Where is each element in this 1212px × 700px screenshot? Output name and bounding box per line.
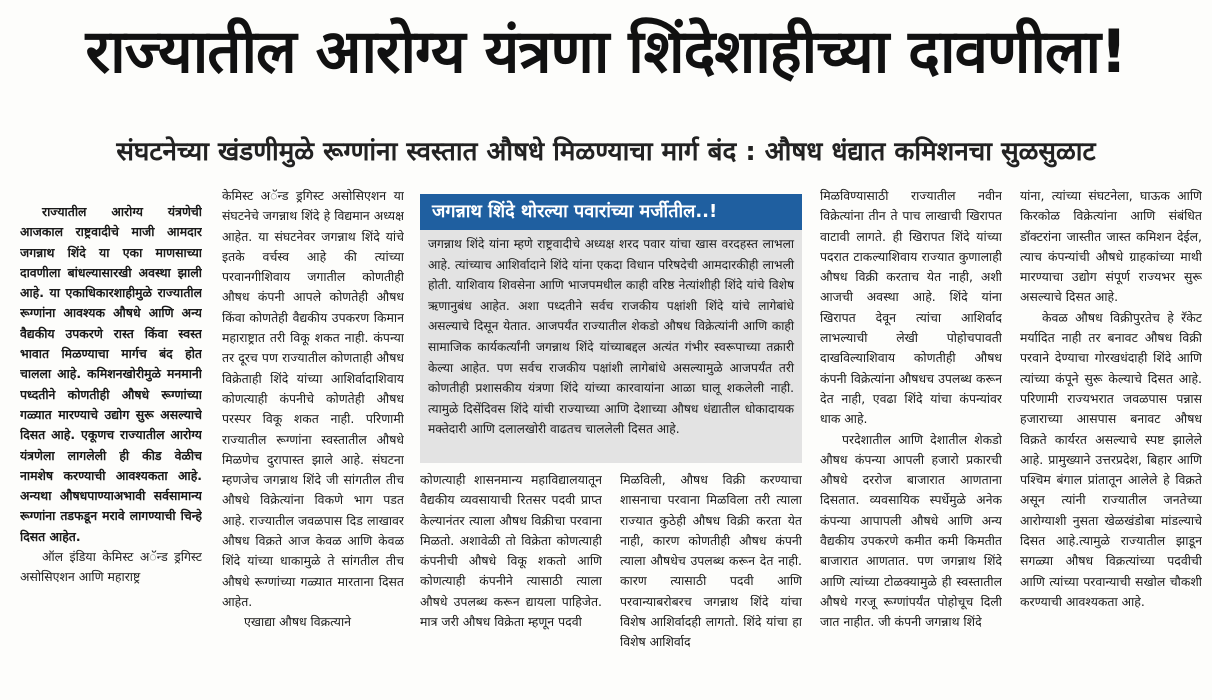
article-column-4: [620, 470, 802, 700]
article-paragraph: केवळ औषध विक्रीपुरतेच हे रॅकेट मर्यादित नाही तर बनावट औषध विक्री परवाने देण्याचा गोरखधंदाही शिंदे आणि त्यांच्या कंपूने सुरू केल्याचे दिसत आहे. परिणामी राज्यभरात जवळपास पन्नास हजाराच्या आसपास बनावट औषध विक्रते कार्यरत असल्याचे स्पष्ट झालेले आहे. प्रामुख्याने उत्तरप्रदेश, बिहार आणि पश्चिम बंगाल प्रांतातून आलेले हे विक्रते असून त्यांनी राज्यातील जनतेच्या आरोग्याशी नुसता खेळखंडोबा मांडल्याचे दिसत आहे.त्यामुळे राज्यातील झाडून सगळ्या औषध विक्रत्यांच्या पदवीची आणि त्यांच्या परवान्याची सखोल चौकशी करण्याची आवश्यकता आहे.: [1020, 309, 1202, 609]
article-paragraph: परदेशातील आणि देशातील शेकडो औषध कंपन्या आपली हजारो प्रकारची औषधे दररोज बाजारात आणताना दिसतात. व्यवसायिक स्पर्धेमुळे अनेक कंपन्या आपापली औषधे आणि अन्य वैद्यकीय उपकरणे कमीत कमी किमतीत बाजारात आणतात. पण जगन्नाथ शिंदे आणि त्यांच्या टोळक्यामुळे ही स्वस्तातील औषधे गरजू रूग्णांपर्यंत पोहोचूच दिली जात नाहीत. जी कंपनी जगन्नाथ शिंदे: [820, 431, 1002, 630]
article-paragraph: एखाद्या औषध विक्रत्याने: [244, 614, 352, 630]
article-paragraph: ऑल इंडिया केमिस्ट अॅन्ड ड्रगिस्ट असोसिएशन आणि महाराष्ट्र: [20, 549, 202, 585]
box-heading: जगन्नाथ शिंदे थोरल्या पवारांच्या मर्जीतील..!: [420, 194, 802, 230]
article-column-1: [20, 202, 202, 700]
page-title: राज्यातील आरोग्य यंत्रणा शिंदेशाहीच्या दावणीला!: [85, 17, 1127, 87]
article-paragraph: मिळविण्यासाठी राज्यातील नवीन विक्रेत्यांना तीन ते पाच लाखाची खिरापत वाटावी लागते. ही खिरापत शिंदे यांच्या पदरात टाकल्याशिवाय राज्यात कुणालाही औषध विक्री करताच येत नाही, अशी आजची अवस्था आहे. शिंदे यांना खिरापत देवून त्यांचा आशिर्वाद लाभल्याची लेखी पोहोचपावती दाखविल्याशिवाय कोणतीही औषध कंपनी विक्रेत्यांना औषधच उपलब्ध करून देत नाही, एवढा शिंदे यांचा कंपन्यांवर धाक आहे.: [820, 188, 1002, 427]
article-paragraph: कोणत्याही शासनमान्य महाविद्यालयातून वैद्यकीय व्यवसायाची रितसर पदवी प्राप्त केल्यानंतर त्याला औषध विक्रीचा परवाना मिळतो. अशावेळी तो विक्रेता कोणत्याही कंपनीची औषधे विकू शकतो आणि कोणत्याही कंपनीने त्यासाठी त्याला औषधे उपलब्ध करून द्यायला पाहिजेत. मात्र जरी औषध विक्रेता म्हणून पदवी: [420, 472, 602, 630]
article-column-3: [420, 470, 602, 700]
article-paragraph: केमिस्ट अॅन्ड ड्रगिस्ट असोसिएशन या संघटनेचे जगन्नाथ शिंदे हे विद्यमान अध्यक्ष आहेत. या संघटनेवर जगन्नाथ शिंदे यांचे इतके वर्चस्व आहे की त्यांच्या परवानगीशिवाय जगातील कोणतीही औषध कंपनी आपले कोणतेही औषध किंवा कोणतेही वैद्यकीय उपकरण किमान महाराष्ट्रात तरी विकू शकत नाही. कंपन्या तर दूरच पण राज्यातील कोणताही औषध विक्रेताही शिंदे यांच्या आशिर्वादाशिवाय कोणत्याही कंपनीचे कोणतेही औषध परस्पर विकू शकत नाही. परिणामी राज्यातील रूग्णांना स्वस्तातील औषधे मिळणेच दुरापास्त झाले आहे. संघटना म्हणजेच जगन्नाथ शिंदे जी सांगतील तीच औषधे विक्रेत्यांना विकणे भाग पडत आहे. राज्यातील जवळपास दिड लाखावर औषध विक्रते आज केवळ आणि केवळ शिंदे यांच्या धाकामुळे ते सांगतील तीच औषधे रूग्णांच्या गळ्यात मारताना दिसत आहेत.: [222, 188, 404, 609]
article-paragraph: यांना, त्यांच्या संघटनेला, घाऊक आणि किरकोळ विक्रेत्यांना आणि संबंधित डॉक्टरांना जास्तीत जास्त कमिशन देईल, त्याच कंपन्यांची औषधे ग्राहकांच्या माथी मारण्याचा उद्योग संपूर्ण राज्यभर सुरू असल्याचे दिसत आहे.: [1020, 188, 1202, 305]
intro-paragraph: राज्यातील आरोग्य यंत्रणेची आजकाल राष्ट्रवादीचे माजी आमदार जगन्नाथ शिंदे या एका माणसाच्या दावणीला बांधल्यासारखी अवस्था झाली आहे. या एकाधिकारशाहीमुळे राज्यातील रूग्णांना आवश्यक औषधे आणि अन्य वैद्यकीय उपकरणे रास्त किंवा स्वस्त भावात मिळण्याचा मार्गच बंद होत चालला आहे. कमिशनखोरीमुळे मनमानी पध्दतीने कोणतीही औषधे रूग्णांच्या गळ्यात मारण्याचे उद्योग सुरू असल्याचे दिसत आहे. एकूणच राज्यातील आरोग्य यंत्रणेला लागलेली ही कीड वेळीच नामशेष करण्याची आवश्यकता आहे. अन्यथा औषधपाण्याअभावी सर्वसामान्य रूग्णांना तडफडून मरावे लागण्याची चिन्हे दिसत आहेत.: [20, 204, 202, 544]
article-paragraph: मिळविली, औषध विक्री करण्याचा शासनाचा परवाना मिळविला तरी त्याला राज्यात कुठेही औषध विक्री करता येत नाही, कारण कोणतीही औषध कंपनी त्याला औषधेच उपलब्ध करून देत नाही. कारण त्यासाठी पदवी आणि परवान्याबरोबरच जगन्नाथ शिंदे यांचा विशेष आशिर्वादही लागतो. शिंदे यांचा हा विशेष आशिर्वाद: [620, 472, 802, 650]
article-column-2: [222, 186, 404, 700]
box-story: [420, 230, 802, 463]
article-column-5: [820, 186, 1002, 700]
article-column-6: [1020, 186, 1202, 700]
box-paragraph: जगन्नाथ शिंदे यांना म्हणे राष्ट्रवादीचे अध्यक्ष शरद पवार यांचा खास वरदहस्त लाभला आहे. त्यांच्याच आशिर्वादाने शिंदे यांना एकदा विधान परिषदेची आमदारकीही लाभली होती. याशिवाय शिवसेना आणि भाजपमधील काही वरिष्ठ नेत्यांशीही शिंदे यांचे विशेष ऋणानुबंध आहेत. अशा पध्दतीने सर्वच राजकीय पक्षांशी शिंदे यांचे लागेबांधे असल्याचे दिसून येतात. आजपर्यंत राज्यातील शेकडो औषध विक्रेत्यांनी आणि काही सामाजिक कार्यकर्त्यांनी जगन्नाथ शिंदे यांच्याबद्दल अत्यंत गंभीर स्वरूपाच्या तक्रारी केल्या आहेत. पण सर्वच राजकीय पक्षांशी लागेबांधे असल्यामुळे आजपर्यंत तरी कोणतीही प्रशासकीय यंत्रणा शिंदे यांच्या कारवायांना आळा घालू शकलेली नाही. त्यामुळे दिसेंदिवस शिंदे यांची राज्याच्या आणि देशाच्या औषध धंद्यातील धोकादायक मक्तेदारी आणि दलालखोरी वाढतच चाललेली दिसत आहे.: [428, 237, 794, 437]
sub-headline: संघटनेच्या खंडणीमुळे रूग्णांना स्वस्तात औषधे मिळण्याचा मार्ग बंद : औषध धंद्यात कमिशनचा सुळसुळाट: [116, 137, 1096, 167]
